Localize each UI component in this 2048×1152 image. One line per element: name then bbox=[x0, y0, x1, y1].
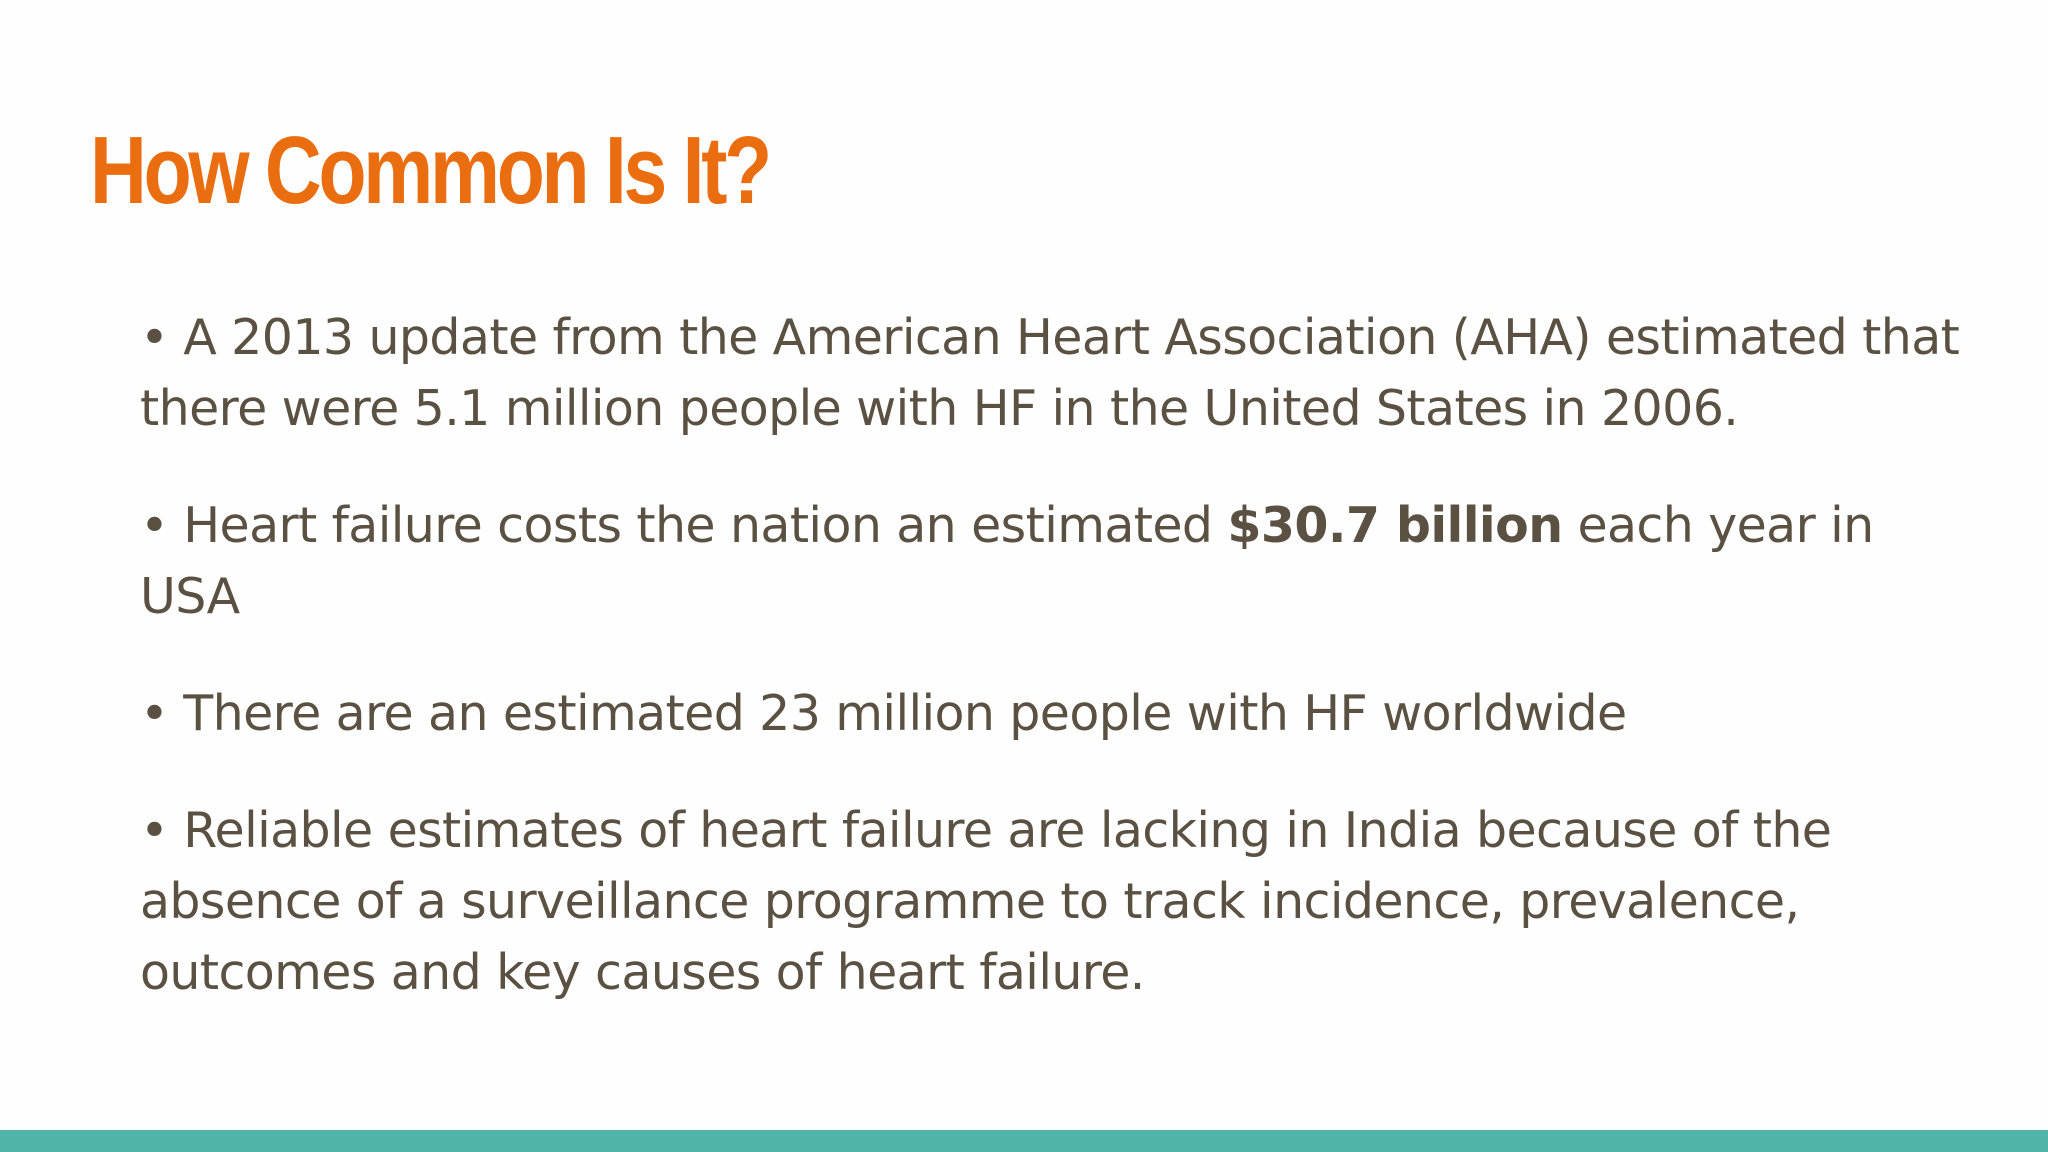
bullet-cost-text-start: • Heart failure costs the nation an estimated bbox=[140, 497, 1228, 554]
bullet-india: • Reliable estimates of heart failure are lacking in India because of the absence of a surveillance programme to track incidence, prevalence, outcomes and key causes of heart failure. bbox=[140, 802, 1832, 1001]
bullet-aha-update: • A 2013 update from the American Heart Association (AHA) estimated that there were 5.1 million people with HF in the United States in 2006. bbox=[140, 309, 1960, 437]
bullet-worldwide: • There are an estimated 23 million people with HF worldwide bbox=[140, 685, 1627, 742]
slide-body bbox=[140, 302, 1960, 1054]
bullet-cost-text-end: each year in USA bbox=[140, 497, 1874, 625]
bullet-cost-amount: $30.7 billion bbox=[1227, 497, 1563, 554]
bullet-cost bbox=[140, 490, 1960, 632]
slide-title: How Common Is It? bbox=[90, 117, 769, 224]
accent-bar bbox=[0, 1130, 2048, 1152]
